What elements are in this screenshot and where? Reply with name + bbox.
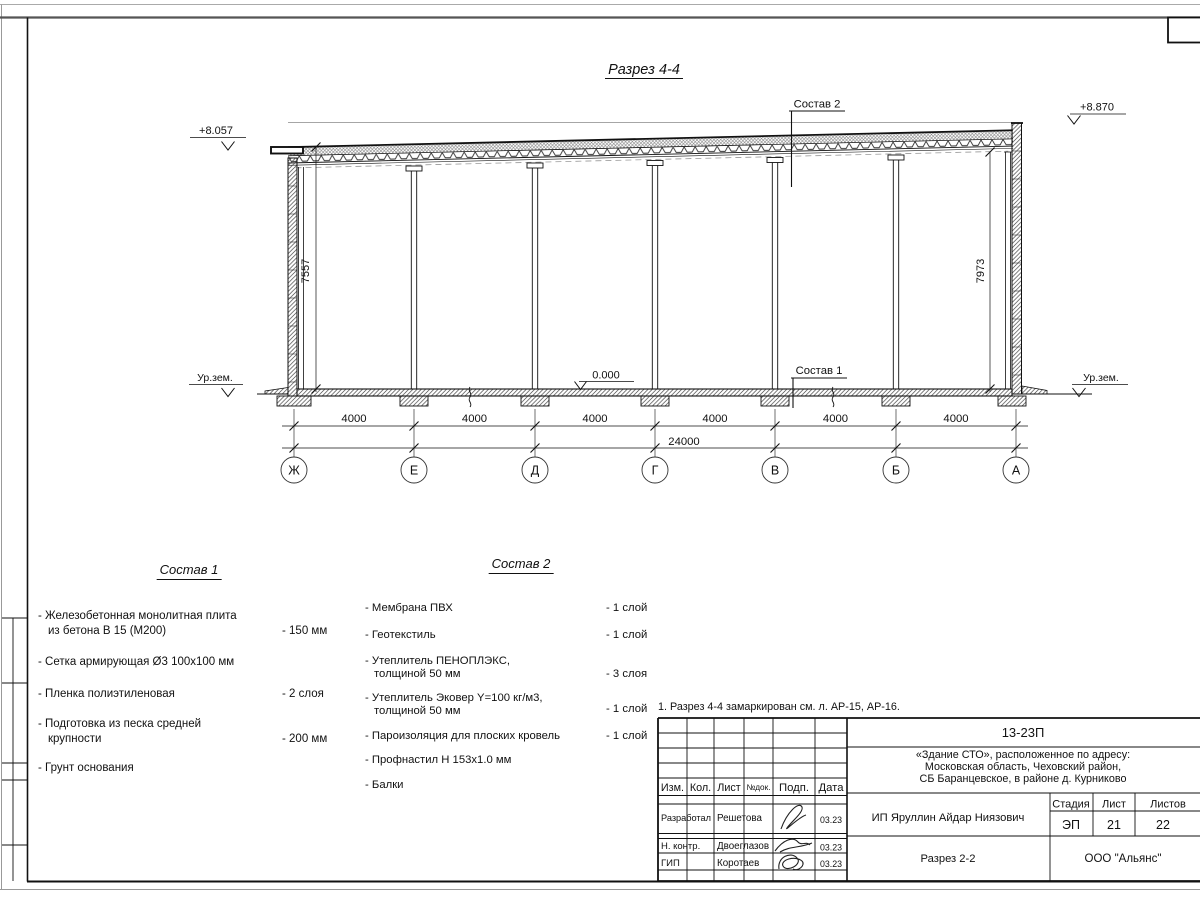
- list-value: - 1 слой: [606, 730, 648, 742]
- svg-text:Н. контр.: Н. контр.: [661, 841, 701, 852]
- svg-text:Московская область, Чеховский: Московская область, Чеховский район,: [924, 761, 1122, 773]
- svg-text:+8.870: +8.870: [1080, 101, 1114, 114]
- columns: [299, 152, 1013, 389]
- svg-text:Ур.зем.: Ур.зем.: [197, 372, 233, 384]
- svg-text:ГИП: ГИП: [661, 858, 680, 869]
- list-item: - Геотекстиль: [365, 629, 436, 641]
- height-dim-left: [300, 143, 321, 394]
- gutter: [271, 147, 303, 154]
- sheet-title: Разрез 2-2: [920, 853, 976, 865]
- list-value: - 200 мм: [282, 733, 328, 745]
- ground-level-left: [189, 372, 243, 397]
- svg-text:Стадия: Стадия: [1052, 798, 1090, 811]
- svg-text:4000: 4000: [822, 413, 849, 425]
- list-value: - 1 слой: [606, 703, 648, 715]
- svg-text:Листов: Листов: [1150, 798, 1186, 811]
- axis-bubbles: [281, 457, 1029, 483]
- list-item: - Пленка полиэтиленовая: [38, 688, 175, 700]
- svg-text:4000: 4000: [943, 413, 969, 425]
- sostav1-leader: [791, 365, 847, 408]
- svg-text:В: В: [770, 463, 780, 478]
- svg-text:4000: 4000: [461, 413, 488, 425]
- list-item: - Мембрана ПВХ: [365, 602, 453, 614]
- svg-text:Решетова: Решетова: [717, 813, 762, 824]
- svg-text:22: 22: [1156, 818, 1170, 832]
- svg-text:7973: 7973: [975, 258, 987, 284]
- svg-text:СБ Баранцевское, в районе д. К: СБ Баранцевское, в районе д. Курниково: [919, 773, 1127, 785]
- client-name: ИП Яруллин Айдар Ниязович: [871, 812, 1025, 824]
- svg-text:Ур.зем.: Ур.зем.: [1083, 372, 1119, 384]
- list-value: - 150 мм: [282, 625, 328, 637]
- svg-text:Г: Г: [651, 463, 659, 478]
- list-item: - Утеплитель ПЕНОПЛЭКС,: [365, 655, 511, 667]
- list-item: - Пароизоляция для плоских кровель: [365, 730, 561, 742]
- svg-text:03.23: 03.23: [819, 842, 843, 853]
- list-item: - Железобетонная монолитная плита: [38, 610, 237, 622]
- list-value: - 1 слой: [606, 602, 648, 614]
- list-item: - Балки: [365, 779, 404, 791]
- svg-text:4000: 4000: [702, 413, 728, 425]
- list-item: - Утеплитель Эковер Y=100 кг/м3,: [365, 692, 543, 704]
- svg-text:ЭП: ЭП: [1062, 818, 1080, 832]
- section-title: [605, 62, 683, 79]
- list-value: - 3 слоя: [606, 668, 648, 680]
- list-item: - Сетка армирующая Ø3 100х100 мм: [38, 656, 235, 668]
- list-item: - Профнастил Н 153х1.0 мм: [365, 754, 512, 766]
- svg-text:Состав 1: Состав 1: [795, 365, 843, 377]
- title-block: [658, 718, 1200, 881]
- svg-text:Состав 2: Состав 2: [793, 98, 841, 111]
- svg-text:03.23: 03.23: [819, 815, 843, 825]
- list-value: - 2 слоя: [282, 688, 324, 700]
- svg-text:Разработал: Разработал: [661, 813, 712, 823]
- svg-text:Коротаев: Коротаев: [717, 858, 760, 869]
- svg-text:№док.: №док.: [746, 783, 771, 792]
- svg-text:Подп.: Подп.: [778, 782, 810, 794]
- elevation-right: [1068, 102, 1127, 125]
- list-item: крупности: [48, 733, 102, 745]
- svg-text:0.000: 0.000: [592, 369, 620, 382]
- list-item: толщиной 50 мм: [374, 705, 461, 717]
- svg-text:Кол.: Кол.: [689, 782, 712, 794]
- elevation-zero: [575, 370, 635, 390]
- svg-text:«Здание СТО», расположенное по: «Здание СТО», расположенное по адресу:: [915, 749, 1131, 761]
- sostav2-title: Состав 2: [489, 556, 554, 574]
- svg-text:21: 21: [1107, 818, 1121, 832]
- project-code: 13-23П: [1001, 725, 1045, 740]
- signatures: [775, 805, 812, 869]
- svg-text:Ж: Ж: [288, 463, 300, 478]
- svg-text:4000: 4000: [341, 413, 367, 425]
- svg-text:Лист: Лист: [1102, 798, 1126, 811]
- svg-text:Е: Е: [409, 463, 419, 478]
- svg-text:03.23: 03.23: [819, 859, 843, 869]
- svg-text:Изм.: Изм.: [660, 782, 685, 794]
- svg-text:Дата: Дата: [818, 782, 844, 794]
- org-name: ООО "Альянс": [1084, 853, 1162, 865]
- section-title-text: Разрез 4-4: [608, 62, 680, 78]
- right-parapet-wall: [1011, 123, 1023, 394]
- svg-text:Б: Б: [891, 463, 901, 478]
- svg-text:Двоеглазов: Двоеглазов: [717, 841, 770, 852]
- ground-level-right: [1072, 372, 1128, 397]
- floor-slab: [277, 387, 1026, 407]
- svg-text:Д: Д: [530, 463, 540, 478]
- svg-text:7557: 7557: [300, 258, 312, 284]
- svg-text:24000: 24000: [668, 436, 700, 448]
- svg-text:+8.057: +8.057: [199, 125, 233, 137]
- list-value: - 1 слой: [606, 629, 648, 641]
- height-dim-right: [975, 148, 995, 394]
- dimension-chain: [282, 409, 1028, 457]
- sostav1-title: Состав 1: [157, 562, 222, 580]
- note-text: 1. Разрез 4-4 замаркирован см. л. АР-15, АР-16.: [658, 701, 900, 713]
- list-item: - Грунт основания: [38, 762, 134, 774]
- elevation-left: [190, 125, 246, 150]
- svg-text:Лист: Лист: [717, 782, 741, 794]
- list-item: толщиной 50 мм: [374, 668, 461, 680]
- list-item: - Подготовка из песка средней: [38, 718, 202, 730]
- svg-text:4000: 4000: [582, 413, 608, 425]
- left-margin-stamp: [2, 618, 27, 881]
- list-item: из бетона В 15 (М200): [48, 625, 167, 637]
- corner-stamp-box: [1168, 18, 1200, 43]
- svg-text:А: А: [1011, 463, 1021, 478]
